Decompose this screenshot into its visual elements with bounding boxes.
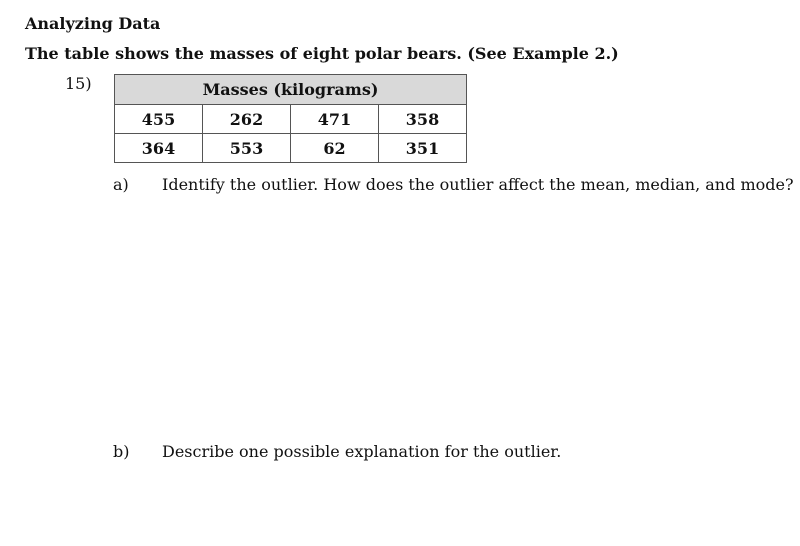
table-cell: 364	[115, 134, 203, 163]
section-heading: Analyzing Data	[25, 14, 161, 33]
problem-intro: The table shows the masses of eight polar bears. (See Example 2.)	[25, 44, 619, 63]
question-number: 15)	[65, 74, 92, 93]
table-header: Masses (kilograms)	[115, 75, 467, 105]
masses-table	[114, 74, 467, 163]
part-b-question: Describe one possible explanation for the outlier.	[162, 442, 562, 461]
table-cell: 351	[379, 134, 467, 163]
table-row	[115, 134, 467, 163]
table-cell: 62	[291, 134, 379, 163]
table-cell: 262	[203, 105, 291, 134]
table-row	[115, 105, 467, 134]
part-a-question: Identify the outlier. How does the outlier affect the mean, median, and mode?	[162, 175, 794, 194]
table-cell: 471	[291, 105, 379, 134]
table-cell: 455	[115, 105, 203, 134]
part-a-letter: a)	[113, 175, 129, 194]
table-cell: 358	[379, 105, 467, 134]
part-b-letter: b)	[113, 442, 130, 461]
table-cell: 553	[203, 134, 291, 163]
table-header-row	[115, 75, 467, 105]
